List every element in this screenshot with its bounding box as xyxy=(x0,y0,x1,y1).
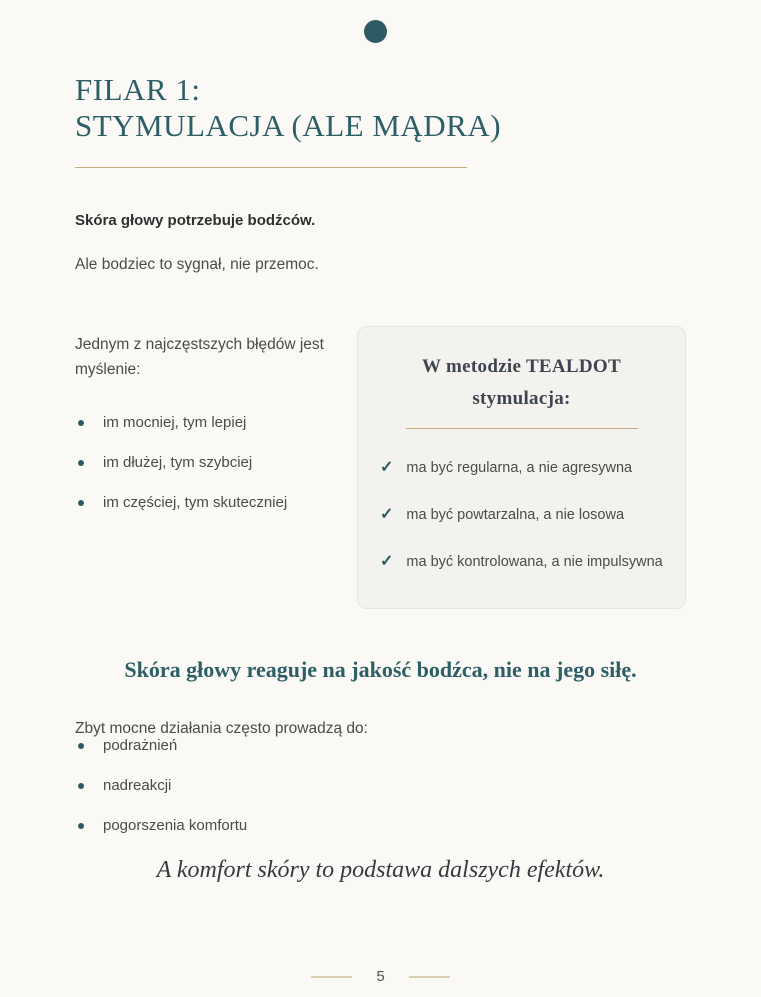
list-item-label: pogorszenia komfortu xyxy=(103,817,248,834)
mistakes-column xyxy=(75,326,331,511)
list-item xyxy=(75,455,331,471)
list-item xyxy=(75,415,331,431)
bullet-dot-icon xyxy=(78,420,84,426)
page-title xyxy=(75,72,686,144)
list-item-label: nadreakcji xyxy=(103,777,172,794)
check-item-label: ma być powtarzalna, a nie losowa xyxy=(406,507,625,523)
check-list-item xyxy=(380,503,663,527)
list-item xyxy=(75,818,686,834)
page-title-line2: STYMULACJA (ALE MĄDRA) xyxy=(75,108,502,143)
list-item xyxy=(75,495,331,511)
checkmark-icon: ✓ xyxy=(380,506,394,523)
bullet-dot-icon xyxy=(78,823,84,829)
page-content xyxy=(0,72,761,884)
method-card-title-line1: W metodzie TEALDOT xyxy=(422,356,621,377)
method-card-title-line2: stymulacja: xyxy=(472,388,571,409)
closing-quote: A komfort skóry to podstawa dalszych efektów. xyxy=(156,857,605,883)
brand-dot-icon xyxy=(364,20,387,43)
quote-heading: Skóra głowy reaguje na jakość bodźca, nie na jego siłę. xyxy=(124,657,637,682)
footer-right-line xyxy=(409,976,450,978)
mistakes-list xyxy=(75,415,331,511)
check-list-item xyxy=(380,550,663,574)
bullet-dot-icon xyxy=(78,743,84,749)
footer-left-line xyxy=(311,976,352,978)
method-card-divider xyxy=(406,428,638,429)
method-card-title xyxy=(380,351,663,415)
consequences-list xyxy=(75,738,686,834)
check-list-item xyxy=(380,456,663,480)
bullet-dot-icon xyxy=(78,500,84,506)
list-item-label: podrażnień xyxy=(103,737,178,754)
page-number: 5 xyxy=(376,968,385,985)
lead-bold-text: Skóra głowy potrzebuje bodźców. xyxy=(75,212,316,229)
method-check-list xyxy=(380,456,663,574)
list-item-label: im częściej, tym skuteczniej xyxy=(103,494,288,511)
list-item xyxy=(75,738,686,754)
list-item xyxy=(75,778,686,794)
check-item-label: ma być regularna, a nie agresywna xyxy=(406,460,633,476)
checkmark-icon: ✓ xyxy=(380,553,394,570)
lead-text: Ale bodziec to sygnał, nie przemoc. xyxy=(75,256,319,273)
list-item-label: im dłużej, tym szybciej xyxy=(103,454,253,471)
title-divider xyxy=(75,167,467,168)
bullet-dot-icon xyxy=(78,783,84,789)
bullet-dot-icon xyxy=(78,460,84,466)
mistakes-intro: Jednym z najczęstszych błędów jest myślenie: xyxy=(75,336,324,378)
checkmark-icon: ✓ xyxy=(380,459,394,476)
method-card xyxy=(357,326,686,609)
page-title-line1: FILAR 1: xyxy=(75,72,201,107)
consequences-intro: Zbyt mocne działania często prowadzą do: xyxy=(75,720,368,737)
page-footer xyxy=(0,968,761,985)
two-column-section xyxy=(75,326,686,609)
list-item-label: im mocniej, tym lepiej xyxy=(103,414,247,431)
check-item-label: ma być kontrolowana, a nie impulsywna xyxy=(406,554,663,570)
